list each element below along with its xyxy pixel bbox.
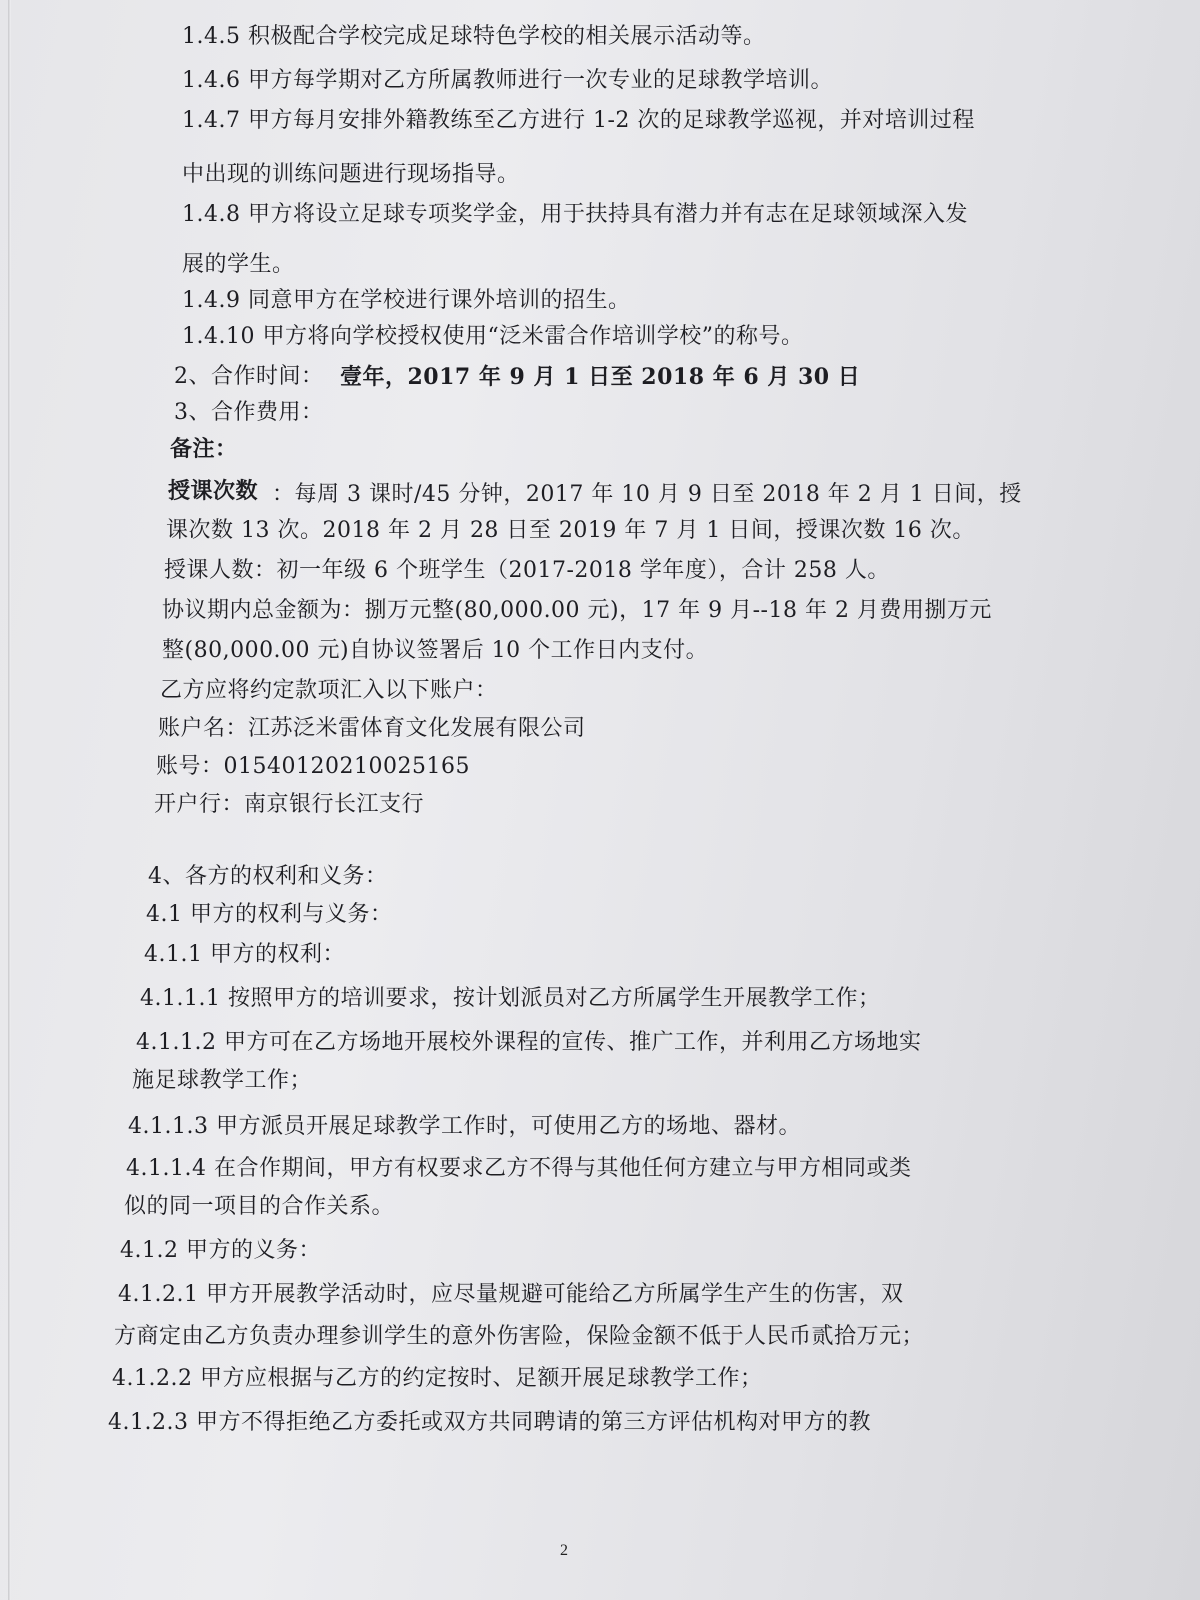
clause-4-1-2-2: 4.1.2.2 甲方应根据与乙方的约定按时、足额开展足球教学工作； [112, 1366, 763, 1391]
clause-4-1-2-1-cont: 方商定由乙方负责办理参训学生的意外伤害险，保险金额不低于人民币贰拾万元； [114, 1324, 925, 1349]
clause-4-1-1-2: 4.1.1.2 甲方可在乙方场地开展校外课程的宣传、推广工作，并利用乙方场地实 [136, 1030, 922, 1055]
lesson-count-text-cont: 课次数 13 次。2018 年 2 月 28 日至 2019 年 7 月 1 日间，授课次数 16 次。 [166, 518, 975, 543]
clause-1-4-8: 1.4.8 甲方将设立足球专项奖学金，用于扶持具有潜力并有志在足球领域深入发 [182, 202, 968, 227]
clause-4-1-1-1: 4.1.1.1 按照甲方的培训要求，按计划派员对乙方所属学生开展教学工作； [140, 986, 881, 1011]
section-4-heading: 4、各方的权利和义务： [148, 864, 388, 889]
page-number: 2 [560, 1542, 568, 1559]
remark-label: 备注： [170, 436, 238, 462]
clause-4-1-2-1: 4.1.2.1 甲方开展教学活动时，应尽量规避可能给乙方所属学生产生的伤害，双 [118, 1282, 904, 1307]
clause-1-4-8-cont: 展的学生。 [182, 252, 295, 277]
page-fold [8, 0, 11, 1600]
clause-4-1-1-2-cont: 施足球教学工作； [132, 1068, 313, 1093]
cooperation-fee-label: 3、合作费用： [174, 400, 324, 425]
section-4-1-heading: 4.1 甲方的权利与义务： [146, 902, 393, 927]
account-number: 账号：01540120210025165 [156, 754, 470, 779]
account-name: 账户名：江苏泛米雷体育文化发展有限公司 [158, 716, 586, 741]
cooperation-time-value: 壹年，2017 年 9 月 1 日至 2018 年 6 月 30 日 [340, 364, 861, 390]
clause-1-4-9: 1.4.9 同意甲方在学校进行课外培训的招生。 [182, 288, 631, 313]
lesson-count-label: 授课次数 [168, 478, 259, 504]
student-count: 授课人数：初一年级 6 个班学生（2017-2018 学年度），合计 258 人。 [164, 558, 890, 583]
section-4-1-1-heading: 4.1.1 甲方的权利： [144, 942, 345, 967]
section-4-1-2-heading: 4.1.2 甲方的义务： [120, 1238, 321, 1263]
payment-instruction: 乙方应将约定款项汇入以下账户： [160, 678, 498, 703]
total-amount-cont: 整(80,000.00 元)自协议签署后 10 个工作日内支付。 [162, 638, 709, 663]
total-amount: 协议期内总金额为：捌万元整(80,000.00 元)，17 年 9 月--18 年 2 月费用捌万元 [162, 598, 992, 623]
clause-1-4-10: 1.4.10 甲方将向学校授权使用“泛米雷合作培训学校”的称号。 [182, 324, 804, 349]
clause-1-4-7: 1.4.7 甲方每月安排外籍教练至乙方进行 1-2 次的足球教学巡视，并对培训过程 [182, 108, 975, 133]
clause-4-1-1-4: 4.1.1.4 在合作期间，甲方有权要求乙方不得与其他任何方建立与甲方相同或类 [126, 1156, 912, 1181]
clause-4-1-2-3: 4.1.2.3 甲方不得拒绝乙方委托或双方共同聘请的第三方评估机构对甲方的教 [108, 1410, 871, 1435]
clause-4-1-1-4-cont: 似的同一项目的合作关系。 [124, 1194, 395, 1219]
clause-1-4-6: 1.4.6 甲方每学期对乙方所属教师进行一次专业的足球教学培训。 [182, 68, 833, 93]
cooperation-time-label: 2、合作时间： [174, 364, 324, 389]
lesson-count-text: ：每周 3 课时/45 分钟，2017 年 10 月 9 日至 2018 年 2 月 1 日间，授 [272, 482, 1022, 507]
bank-branch: 开户行：南京银行长江支行 [154, 792, 425, 817]
clause-4-1-1-3: 4.1.1.3 甲方派员开展足球教学工作时，可使用乙方的场地、器材。 [128, 1114, 801, 1139]
clause-1-4-5: 1.4.5 积极配合学校完成足球特色学校的相关展示活动等。 [182, 24, 766, 49]
clause-1-4-7-cont: 中出现的训练问题进行现场指导。 [182, 162, 520, 187]
